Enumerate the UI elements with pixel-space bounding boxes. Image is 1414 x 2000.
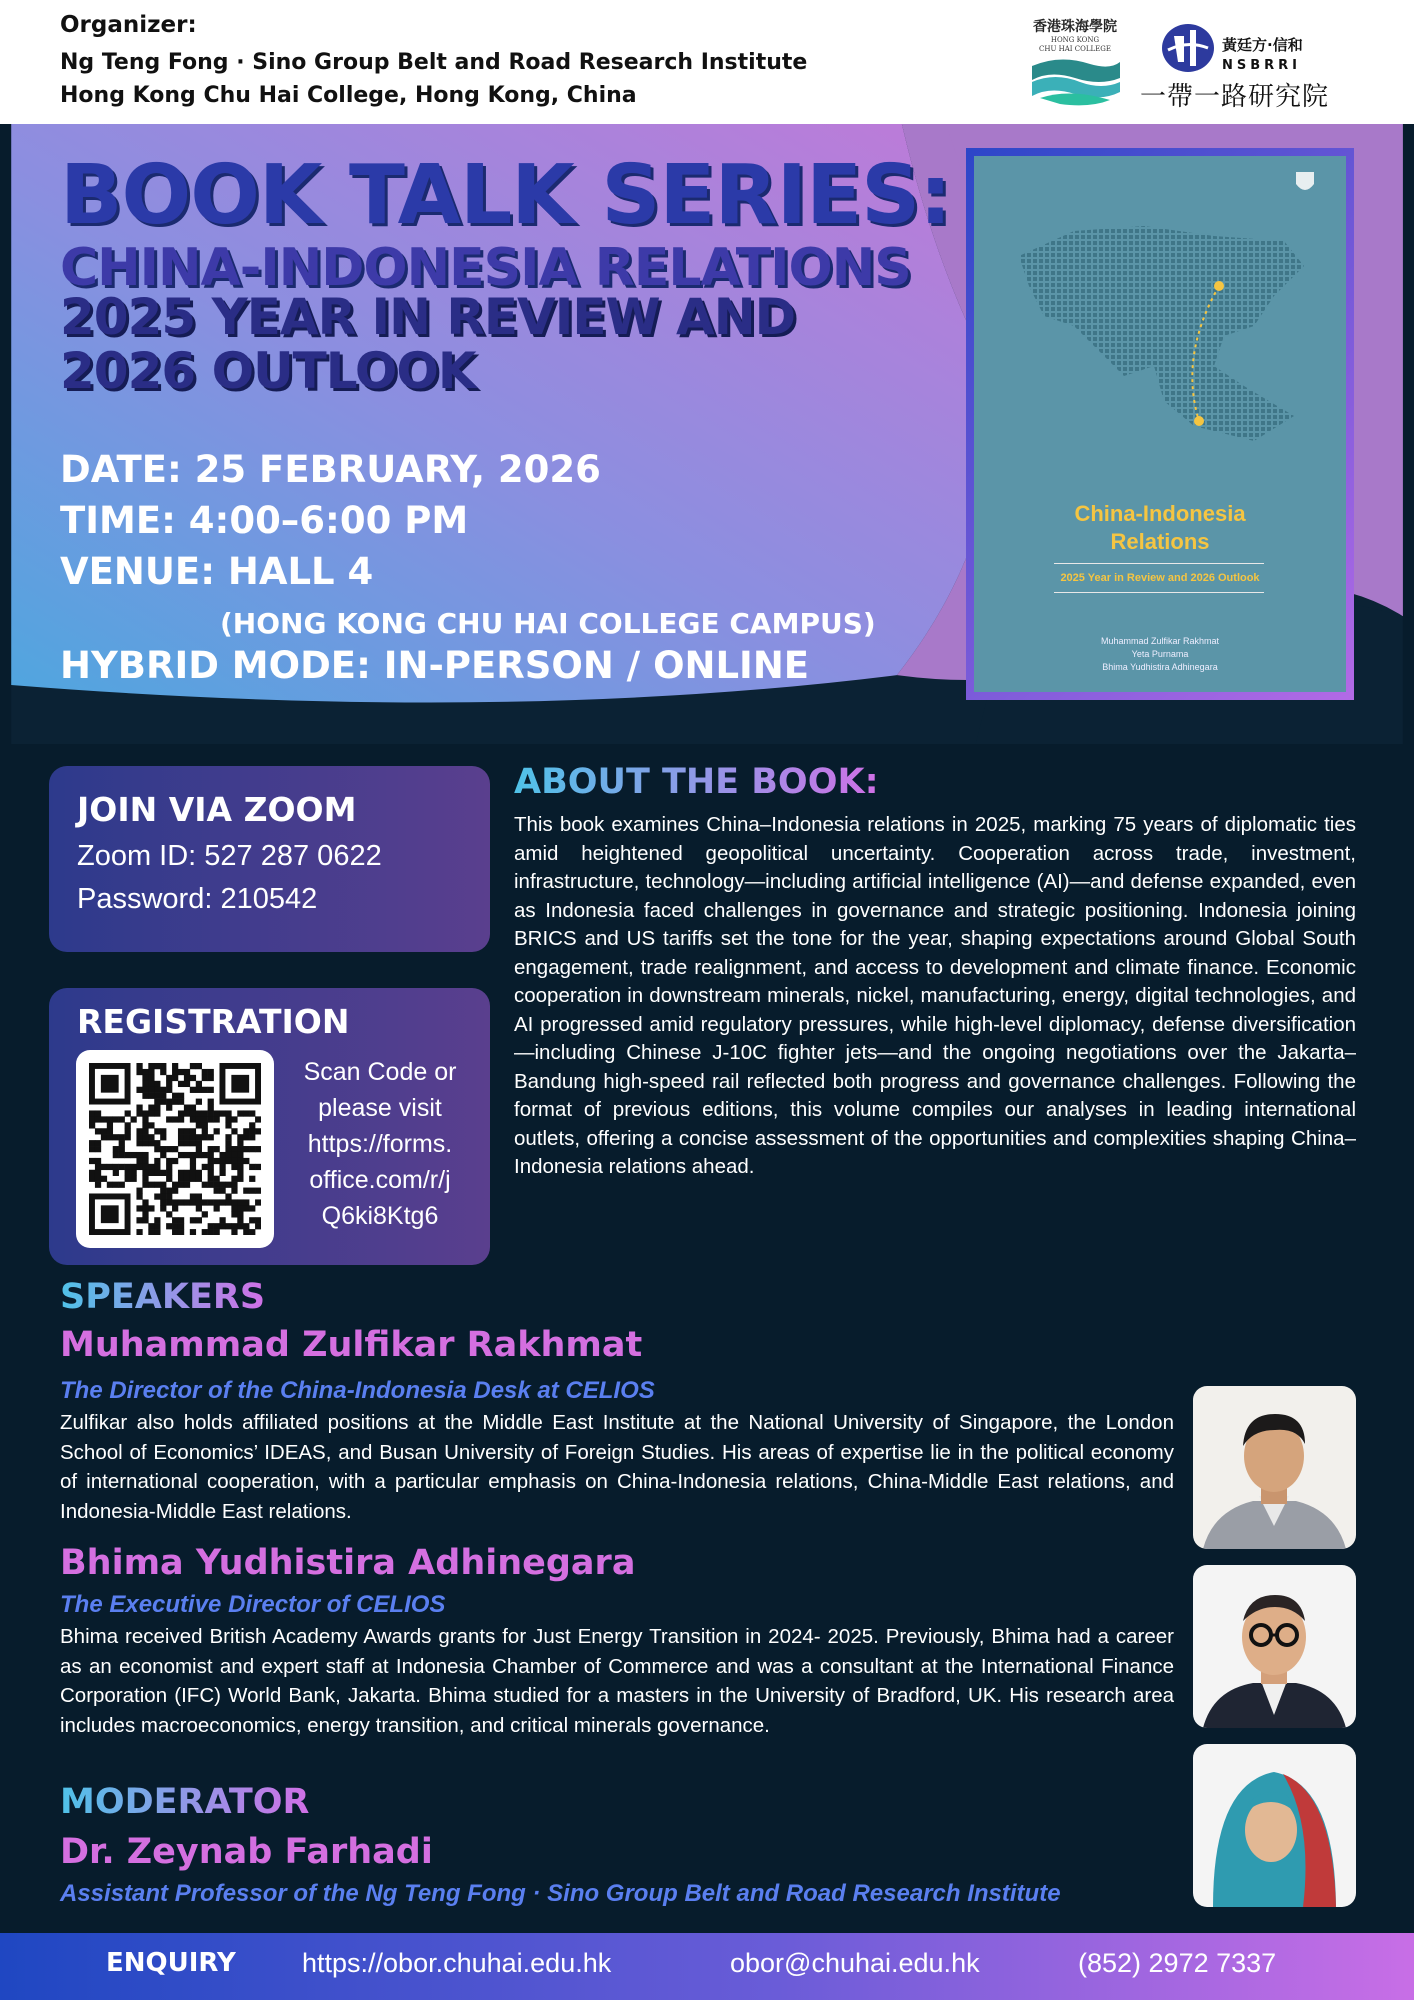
- dotted-map-icon: [1014, 216, 1314, 456]
- nsbrri-logo: [1140, 18, 1360, 112]
- organizer-line-1: Ng Teng Fong · Sino Group Belt and Road Research Institute: [60, 50, 808, 75]
- moderator-name: Dr. Zeynab Farhadi: [60, 1832, 433, 1872]
- about-body: This book examines China–Indonesia relations in 2025, marking 75 years of diplomatic ties amid heightened geopolitical uncertainty. Cooperation across trade, investment, infrastructure, technology—including artificial intelligence (AI)—and defense expanded, even as Indonesia faced challenges in governance and strategic positioning. Indonesia joining BRICS and US tariffs set the tone for the year, shaping expectations around Global South engagement, trade realignment, and access to development and climate finance. Economic cooperation in downstream minerals, nickel, manufacturing, energy, digital technologies, and AI progressed amid regulatory pressures, while high-level diplomacy, defense diversification—including Chinese J-10C fighter jets—and the ongoing negotiations over the Jakarta–Bandung high-speed rail reflected both progress and governance challenges. Following the format of previous editions, this volume compiles our analyses in leading international outlets, offering a concise assessment of the opportunities and complexities shaping China–Indonesia relations ahead.: [514, 813, 1356, 1178]
- registration-qr-code[interactable]: [76, 1050, 274, 1248]
- event-title-series: BOOK TALK SERIES:: [60, 148, 951, 243]
- speaker-2-bio: Bhima received British Academy Awards grants for Just Energy Transition in 2024- 2025. Previously, Bhima had a career as an economist and expert staff at Indonesia Chamber of Commerce and was a consultant at the International Finance Corporation (IFC) World Bank, Jakarta. Bhima studied for a masters in the University of Bradford, UK. His research area includes macroeconomics, energy transition, and critical minerals governance.: [60, 1625, 1174, 1737]
- registration-line-1: Scan Code or: [303, 1058, 457, 1086]
- book-cover: [966, 148, 1354, 700]
- enquiry-label: ENQUIRY: [106, 1948, 236, 1978]
- event-mode: HYBRID MODE: IN-PERSON / ONLINE: [60, 644, 810, 687]
- publisher-emblem-icon: [1294, 168, 1316, 196]
- belt-road-emblem-icon: [1160, 22, 1216, 74]
- speakers-heading: SPEAKERS: [60, 1277, 266, 1317]
- logo-chinese-name: 香港珠海學院: [1033, 19, 1117, 35]
- event-venue-detail: (HONG KONG CHU HAI COLLEGE CAMPUS): [220, 607, 876, 640]
- footer-website-link[interactable]: https://obor.chuhai.edu.hk: [302, 1948, 612, 1978]
- zoom-card: [49, 766, 490, 952]
- zoom-id: Zoom ID: 527 287 0622: [77, 840, 382, 872]
- footer-phone[interactable]: (852) 2972 7337: [1078, 1948, 1277, 1978]
- zoom-heading: JOIN VIA ZOOM: [77, 790, 357, 829]
- registration-line-2: please visit: [318, 1094, 442, 1122]
- registration-card: [49, 988, 490, 1265]
- registration-heading: REGISTRATION: [77, 1002, 350, 1041]
- speaker-1-name: Muhammad Zulfikar Rakhmat: [60, 1325, 643, 1365]
- moderator-heading: MODERATOR: [60, 1782, 310, 1822]
- book-author-3: Bhima Yudhistira Adhinegara: [1102, 662, 1218, 672]
- event-title-topic: CHINA-INDONESIA RELATIONS: [60, 238, 911, 298]
- wave-emblem-icon: [1030, 56, 1122, 106]
- footer-email-link[interactable]: obor@chuhai.edu.hk: [730, 1948, 980, 1978]
- chu-hai-college-logo: [1020, 16, 1130, 111]
- nsbrri-acronym: NSBRRI: [1222, 58, 1302, 73]
- speaker-1-bio: Zulfikar also holds affiliated positions at the Middle East Institute at the National University of Singapore, the London School of Economics’ IDEAS, and Busan University of Foreign Studies. His areas of expertise lie in the political economy of international cooperation, with a particular emphasis on China-Indonesia relations, China-Middle East relations, and Indonesia-Middle East relations.: [60, 1411, 1174, 1523]
- logo-english-line-1: HONG KONG: [1050, 36, 1100, 44]
- event-title-subtitle-line-2: 2026 OUTLOOK: [60, 342, 476, 400]
- book-cover-inner: [974, 156, 1346, 692]
- book-divider-bottom: [1054, 592, 1264, 593]
- moderator-photo: [1193, 1744, 1356, 1907]
- speaker-1-portrait-icon: [1193, 1386, 1356, 1549]
- registration-url-line-2[interactable]: office.com/r/j: [309, 1166, 451, 1194]
- registration-instructions: [285, 1054, 475, 1234]
- speaker-1-role: The Director of the China-Indonesia Desk at CELIOS: [60, 1377, 655, 1404]
- organizer-line-2: Hong Kong Chu Hai College, Hong Kong, China: [60, 83, 637, 108]
- book-title-line-2: Relations: [1110, 529, 1210, 554]
- speaker-2-role: The Executive Director of CELIOS: [60, 1591, 446, 1618]
- logo-english-line-2: CHU HAI COLLEGE: [1039, 45, 1111, 53]
- moderator-role: Assistant Professor of the Ng Teng Fong · Sino Group Belt and Road Research Institute: [60, 1880, 1061, 1907]
- book-title-line-1: China-Indonesia: [1074, 501, 1246, 526]
- event-venue: VENUE: HALL 4: [60, 550, 374, 593]
- book-divider-top: [1054, 563, 1264, 564]
- registration-url-line-1[interactable]: https://forms.: [307, 1130, 453, 1158]
- about-heading: ABOUT THE BOOK:: [514, 762, 879, 802]
- event-date: DATE: 25 FEBRUARY, 2026: [60, 448, 601, 491]
- event-title-subtitle-line-1: 2025 YEAR IN REVIEW AND: [60, 288, 796, 346]
- nsbrri-chinese-top: 黃廷方·信和: [1222, 36, 1303, 54]
- zoom-password: Password: 210542: [77, 883, 318, 915]
- event-time: TIME: 4:00–6:00 PM: [60, 499, 469, 542]
- speaker-2-portrait-icon: [1193, 1565, 1356, 1728]
- speaker-2-photo: [1193, 1565, 1356, 1728]
- speaker-2-name: Bhima Yudhistira Adhinegara: [60, 1543, 636, 1583]
- book-author-1: Muhammad Zulfikar Rakhmat: [1100, 636, 1220, 646]
- nsbrri-chinese-name: 一帶一路研究院: [1140, 82, 1330, 112]
- book-subtitle: 2025 Year in Review and 2026 Outlook: [1060, 572, 1260, 584]
- registration-url-line-3[interactable]: Q6ki8Ktg6: [321, 1202, 439, 1230]
- speaker-1-photo: [1193, 1386, 1356, 1549]
- header-bar: [0, 0, 1414, 124]
- organizer-label: Organizer:: [60, 12, 197, 38]
- book-author-2: Yeta Purnama: [1131, 649, 1189, 659]
- qr-code-icon: [89, 1063, 261, 1235]
- moderator-portrait-icon: [1193, 1744, 1356, 1907]
